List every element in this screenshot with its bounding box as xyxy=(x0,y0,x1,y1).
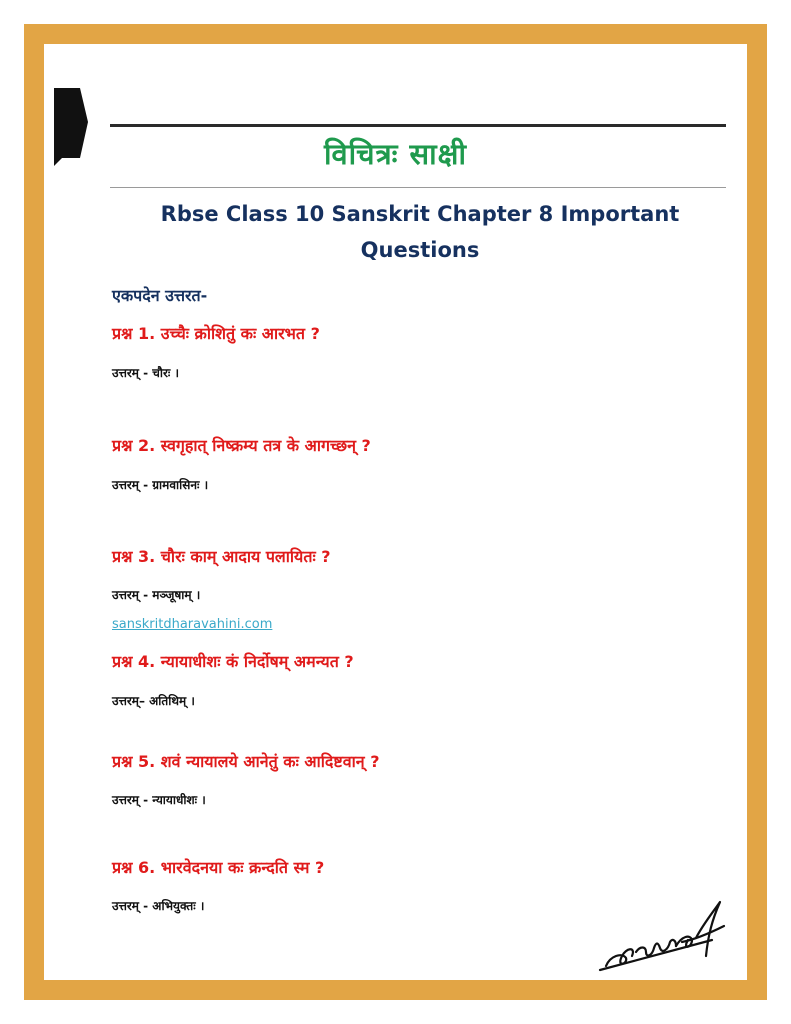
chapter-title: विचित्रः साक्षी xyxy=(324,137,467,171)
question-3: प्रश्न 3. चौरः काम् आदाय पलायितः ? xyxy=(112,547,331,566)
top-divider xyxy=(110,124,726,127)
section-label: एकपदेन उत्तरत- xyxy=(112,286,208,305)
document-heading-line-2: Questions xyxy=(360,238,480,262)
answer-3: उत्तरम् - मञ्जूषाम् । xyxy=(112,588,201,602)
question-2: प्रश्न 2. स्वगृहात् निष्क्रम्य तत्र के आगच्छन् ? xyxy=(112,436,371,455)
question-4: प्रश्न 4. न्यायाधीशः कं निर्दोषम् अमन्यत ? xyxy=(112,652,354,671)
signature-icon xyxy=(592,896,732,980)
answer-5: उत्तरम् - न्यायाधीशः । xyxy=(112,793,206,807)
document-heading xyxy=(114,196,726,268)
answer-2: उत्तरम् - ग्रामवासिनः । xyxy=(112,478,209,492)
website-link[interactable]: sanskritdharavahini.com xyxy=(112,617,273,632)
answer-1: उत्तरम् - चौरः । xyxy=(112,366,180,380)
document-page xyxy=(44,44,747,980)
question-5: प्रश्न 5. शवं न्यायालये आनेतुं कः आदिष्टवान् ? xyxy=(112,752,380,771)
question-6: प्रश्न 6. भारवेदनया कः क्रन्दति स्म ? xyxy=(112,858,325,877)
answer-4: उत्तरम्– अतिथिम् । xyxy=(112,694,195,708)
answer-6: उत्तरम् - अभियुक्तः । xyxy=(112,899,205,913)
question-1: प्रश्न 1. उच्चैः क्रोशितुं कः आरभत ? xyxy=(112,324,320,343)
document-heading-line-1: Rbse Class 10 Sanskrit Chapter 8 Important xyxy=(160,202,680,226)
page-border xyxy=(24,24,767,1000)
title-divider xyxy=(110,187,726,188)
